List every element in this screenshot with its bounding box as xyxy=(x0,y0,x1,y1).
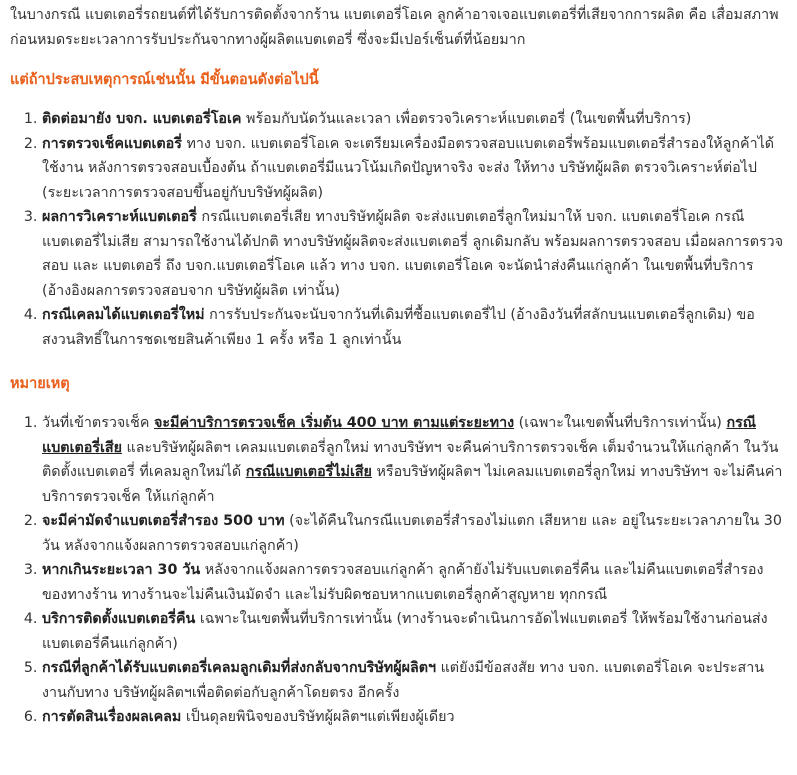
note-item xyxy=(42,705,785,730)
note-text: แต่ยังมีข้อสงสัย ทาง บจก. แบตเตอรี่โอเค จะประสานงานกับทาง บริษัทผู้ผลิตฯเพื่อติดต่อกับลูกค้าโดยตรง อีกครั้ง xyxy=(42,660,765,701)
note-text: (เฉพาะในเขตพื้นที่บริการเท่านั้น) xyxy=(514,415,727,431)
step-text: พร้อมกับนัดวันและเวลา เพื่อตรวจวิเคราะห์แบตเตอรี่ (ในเขตพื้นที่บริการ) xyxy=(241,111,692,127)
steps-heading: แต่ถ้าประสบเหตุการณ์เช่นนั้น มีขั้นตอนดังต่อไปนี้ xyxy=(10,72,319,88)
note-text: หลังจากแจ้งผลการตรวจสอบแก่ลูกค้า ลูกค้ายังไม่รับแบตเตอรี่คืน และไม่คืนแบตเตอรี่สำรองของทางร้าน ทางร้านจะไม่คืนเงินมัดจำ และไม่รับผิดชอบหากแบตเตอรี่ลูกค้าสูญหาย ทุกกรณี xyxy=(42,562,764,603)
note-item xyxy=(42,607,785,656)
step-bold: ผลการวิเคราะห์แบตเตอรี่ xyxy=(42,209,197,225)
note-text: (จะได้คืนในกรณีแบตเตอรี่สำรองไม่แตก เสียหาย และ อยู่ในระยะเวลาภายใน 30 วัน หลังจากแจ้งผลการตรวจสอบแก่ลูกค้า) xyxy=(42,513,782,554)
note-bold: การตัดสินเรื่องผลเคลม xyxy=(42,709,182,725)
notes-heading: หมายเหตุ xyxy=(10,376,70,392)
battery-ok-text: กรณีแบตเตอรี่ไม่เสีย xyxy=(245,464,372,480)
intro-paragraph: ในบางกรณี แบตเตอรี่รถยนต์ที่ได้รับการติดตั้งจากร้าน แบตเตอรี่โอเค ลูกค้าอาจเจอแบตเตอรี่ที่เสียจากการผลิต คือ เสื่อมสภาพก่อนหมดระยะเวลาการรับประกันจากทางผู้ผลิตแบตเตอรี่ ซึ่งจะมีเปอร์เซ็นต์ที่น้อยมาก xyxy=(10,7,779,48)
note-item xyxy=(42,558,785,607)
note-item xyxy=(42,509,785,558)
note-text: หรือบริษัทผู้ผลิตฯ ไม่เคลมแบตเตอรี่ลูกใหม่ ทางบริษัทฯ จะไม่คืนค่าบริการตรวจเช็ค ให้แก่ลูกค้า xyxy=(42,464,783,505)
note-bold: กรณีที่ลูกค้าได้รับแบตเตอรี่เคลมลูกเดิมที่ส่งกลับจากบริษัทผู้ผลิตฯ xyxy=(42,660,437,676)
step-bold: ติดต่อมายัง บจก. แบตเตอรี่โอเค xyxy=(42,111,242,127)
note-bold: บริการติดตั้งแบตเตอรี่คืน xyxy=(42,611,196,627)
step-item xyxy=(42,107,785,132)
note-bold: หากเกินระยะเวลา 30 วัน xyxy=(42,562,201,578)
step-item xyxy=(42,132,785,206)
step-bold: กรณีเคลมได้แบตเตอรี่ใหม่ xyxy=(42,307,205,323)
note-text: เป็นดุลยพินิจของบริษัทผู้ผลิตฯแต่เพียงผู้เดียว xyxy=(181,709,455,725)
step-text: กรณีแบตเตอรี่เสีย ทางบริษัทผู้ผลิต จะส่งแบตเตอรี่ลูกใหม่มาให้ บจก. แบตเตอรี่โอเค กรณีแบตเตอรี่ไม่เสีย สามารถใช้งานได้ปกติ ทางบริษัทผู้ผลิตจะส่งแบตเตอรี่ ลูกเดิมกลับ พร้อมผลการตรวจสอบ เมื่อผลการตรวจสอบ และ แบตเตอรี่ ถึง บจก.แบตเตอรี่โอเค แล้ว ทาง บจก. แบตเตอรี่โอเค จะนัดนำส่งคืนแก่ลูกค้า ในเขตพื้นที่บริการ (อ้างอิงผลการตรวจสอบจาก บริษัทผู้ผลิต เท่านั้น) xyxy=(42,209,784,299)
note-item xyxy=(42,656,785,705)
step-bold: การตรวจเช็คแบตเตอรี่ xyxy=(42,135,182,152)
service-fee-text: จะมีค่าบริการตรวจเช็ค เริ่มต้น 400 บาท ตามแต่ระยะทาง xyxy=(153,415,515,431)
note-item xyxy=(42,411,785,509)
note-text: เฉพาะในเขตพื้นที่บริการเท่านั้น (ทางร้านจะดำเนินการอัดไฟแบตเตอรี่ ให้พร้อมใช้งานก่อนส่งแบตเตอรี่คืนแก่ลูกค้า) xyxy=(42,611,768,652)
battery-failed-text: กรณีแบตเตอรี่เสีย xyxy=(42,415,757,456)
note-bold: จะมีค่ามัดจำแบตเตอรี่สำรอง 500 บาท xyxy=(42,513,285,529)
steps-list xyxy=(10,107,785,352)
notes-list xyxy=(10,411,785,730)
step-item xyxy=(42,303,785,352)
step-text: ทาง บจก. แบตเตอรี่โอเค จะเตรียมเครื่องมือตรวจสอบแบตเตอรี่พร้อมแบตเตอรี่สำรองให้ลูกค้าได้ใช้งาน หลังการตรวจสอบเบื้องต้น ถ้าแบตเตอรี่มีแนวโน้มเกิดปัญหาจริง จะส่ง ให้ทาง บริษัทผู้ผลิต ตรวจวิเคราะห์ต่อไป (ระยะเวลาการตรวจสอบขึ้นอยู่กับบริษัทผู้ผลิต) xyxy=(42,135,775,201)
note-text: วันที่เข้าตรวจเช็ค xyxy=(42,415,154,431)
step-text: การรับประกันจะนับจากวันที่เดิมที่ซื้อแบตเตอรี่ไป (อ้างอิงวันที่สลักบนแบตเตอรี่ลูกเดิม) ขอสงวนสิทธิ์ในการชดเชยสินค้าเพียง 1 ครั้ง หรือ 1 ลูกเท่านั้น xyxy=(42,307,755,348)
note-text: และบริษัทผู้ผลิตฯ เคลมแบตเตอรี่ลูกใหม่ ทางบริษัทฯ จะคืนค่าบริการตรวจเช็ค เต็มจำนวนให้แก่ลูกค้า ในวันติดตั้งแบตเตอรี่ ที่เคลมลูกใหม่ได้ xyxy=(42,439,779,480)
step-item xyxy=(42,205,785,303)
